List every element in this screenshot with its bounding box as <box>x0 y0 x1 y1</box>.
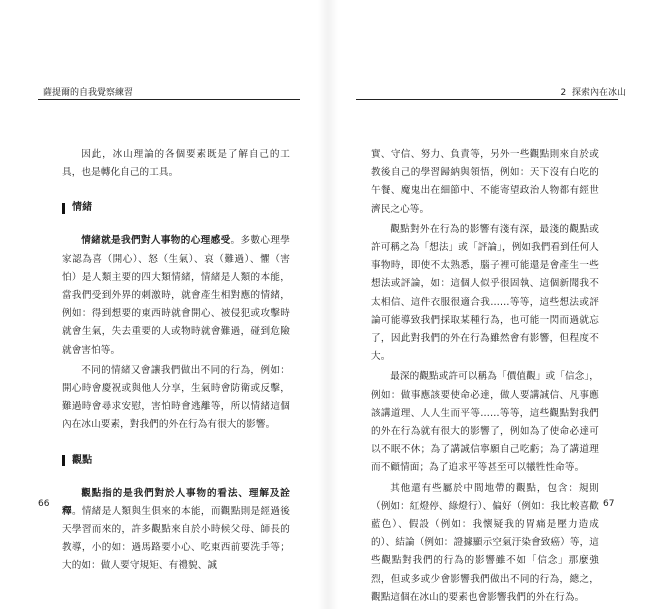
section-heading-emotion <box>62 202 290 214</box>
emotion-rest: 。多數心理學家認為喜（開心）、怒（生氣）、哀（難過）、懼（害怕）是人類主要的四大類情緒，情緒是人類的本能，當我們受到外界的刺激時，就會產生相對應的情緒，例如：得到想要的東西時就會開心、被侵犯或攻擊時就會生氣，失去重要的人或物時就會難過，碰到危險就會害怕等。 <box>62 235 291 356</box>
page-gutter <box>318 0 338 609</box>
section-heading-text: 情緒 <box>72 202 93 214</box>
right-page-number: 67 <box>603 499 615 509</box>
emotion-paragraph-2: 不同的情緒又會讓我們做出不同的行為，例如：開心時會慶祝或與他人分享，生氣時會防衛或反擊，難過時會尋求安慰，害怕時會逃離等，所以情緒這個內在冰山要素，對我們的外在行為有很大的影響。 <box>62 364 290 431</box>
section-marker-icon <box>62 203 65 214</box>
left-page-number: 66 <box>38 499 50 509</box>
section-heading-viewpoint <box>62 455 290 467</box>
left-body <box>62 146 290 578</box>
left-header-rule <box>38 99 300 100</box>
viewpoint-depth-paragraph: 觀點對外在行為的影響有淺有深，最淺的觀點或許可稱之為「想法」或「評論」，例如我們看到任何人事物時，即使不太熟悉，腦子裡可能還是會產生一些想法或評論，如：這個人似乎很固執、這個新聞我不太相信、這件衣服很適合我……等等，這些想法或評論可能導致我們採取某種行為，也可能一閃而過就忘了，因此對我們的外在行為雖然會有影響，但程度不大。 <box>371 223 599 363</box>
continued-paragraph: 實、守信、努力、負責等，另外一些觀點則來自於或教後自己的學習歸納與領悟，例如：天下沒有白吃的午餐、魔鬼出在細節中、不能寄望政治人物都有經世濟民之心等。 <box>371 149 599 215</box>
section-heading-text: 觀點 <box>72 454 93 466</box>
emotion-paragraph-1 <box>62 232 290 359</box>
right-running-head <box>561 88 626 98</box>
chapter-number: 2 <box>560 88 567 98</box>
right-body <box>371 146 599 609</box>
section-marker-icon <box>62 455 65 466</box>
viewpoint-lead: 觀點指的是我們對於人事物的看法、理解及詮釋 <box>62 487 290 517</box>
right-header-rule <box>356 99 618 100</box>
middle-ground-paragraph: 其他還有些屬於中間地帶的觀點，包含：規則（例如：紅燈停、綠燈行）、偏好（例如：我比較喜歡藍色）、假設（例如：我懷疑我的胃痛是壓力造成的）、結論（例如：證據顯示空氣汙染會致癌）等，這些觀點對我們的行為的影響雖不如「信念」那麼強烈，但或多或少會影響我們做出不同的行為，總之，觀點這個在冰山的要素也會影響我們的外在行為。 <box>371 482 599 603</box>
chapter-title: 探索內在冰山 <box>571 88 626 98</box>
viewpoint-paragraph-1 <box>62 485 290 576</box>
intro-paragraph: 因此，冰山理論的各個要素既是了解自己的工具，也是轉化自己的工具。 <box>62 149 290 179</box>
emotion-lead: 情緒就是我們對人事物的心理感受 <box>81 235 231 247</box>
viewpoint-rest: 。情緒是人類與生俱來的本能，而觀點則是經過後天學習而來的，許多觀點來自於小時候父母、師長的教導，小的如：過馬路要小心、吃東西前要洗手等；大的如：做人要守規矩、有禮貌、誠 <box>62 505 291 572</box>
values-paragraph: 最深的觀點或許可以稱為「價值觀」或「信念」，例如：做事應該要使命必達，做人要講誠信、凡事應該講道理、人人生而平等……等等，這些觀點對我們的外在行為就有很大的影響了，例如為了使命必達可以不眠不休；為了講誠信寧願自己吃虧；為了講道理而不顧情面；為了追求平等甚至可以犧牲性命等。 <box>371 371 599 474</box>
left-running-head: 薩提爾的自我覺察練習 <box>43 88 134 98</box>
